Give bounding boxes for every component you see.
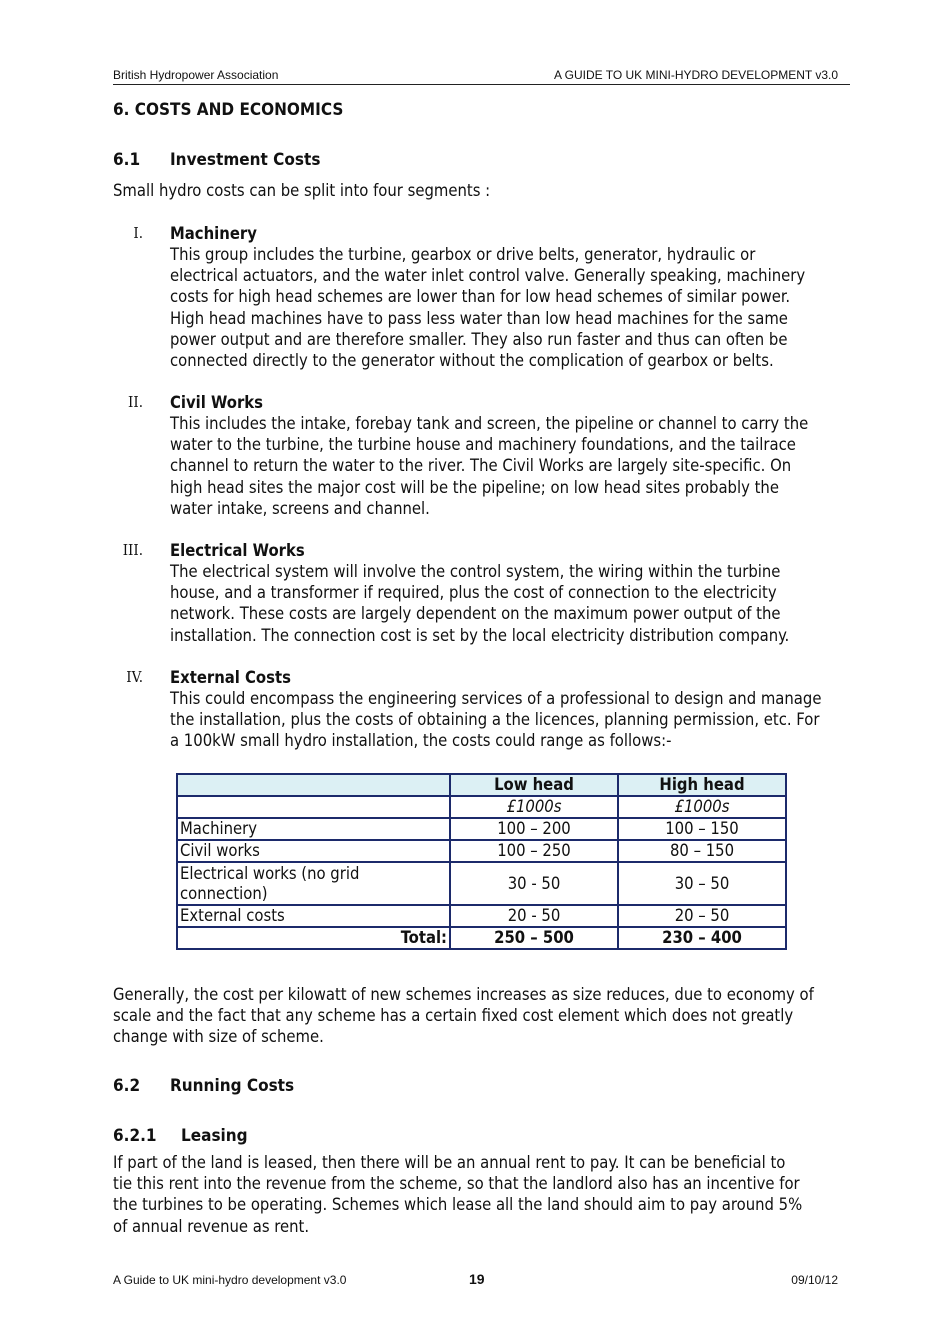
section-title: Running Costs — [170, 1076, 295, 1096]
text-line: of annual revenue as rent. — [113, 1216, 310, 1236]
table-row — [177, 862, 786, 905]
section-title: Leasing — [181, 1126, 248, 1146]
header-document-title: A GUIDE TO UK MINI-HYDRO DEVELOPMENT v3.0 — [553, 68, 838, 82]
text-line: Generally, the cost per kilowatt of new schemes increases as size reduces, due to economy of — [113, 985, 814, 1004]
table-cell: £1000s — [618, 796, 786, 818]
section-heading-6-2-1 — [113, 1126, 248, 1146]
roman-numeral: III. — [122, 541, 143, 559]
item-title: Machinery — [170, 224, 257, 243]
page-number: 19 — [469, 1271, 485, 1287]
table-row — [177, 818, 786, 840]
table-header-cell: Low head — [450, 774, 618, 796]
table-cell: 30 – 50 — [618, 862, 786, 905]
text-line: network. These costs are largely dependent on the maximum power output of the — [170, 604, 781, 624]
text-line: installation. The connection cost is set by the local electricity distribution company. — [170, 625, 790, 645]
text-line: power output and are therefore smaller. They also run faster and thus can often be — [170, 329, 788, 349]
table-row — [177, 905, 786, 927]
text-line: change with size of scheme. — [113, 1027, 324, 1047]
text-line: high head sites the major cost will be the pipeline; on low head sites probably the — [170, 477, 779, 497]
text-line: connected directly to the generator without the complication of gearbox or belts. — [170, 351, 774, 371]
text-line: costs for high head schemes are lower than for low head schemes of similar power. — [170, 287, 791, 307]
text-line: the turbines to be operating. Schemes which lease all the land should aim to pay around 5% — [113, 1195, 803, 1215]
text-line: a 100kW small hydro installation, the costs could range as follows:- — [170, 731, 672, 751]
table-cell: 100 – 250 — [450, 840, 618, 862]
table-cell: 100 – 150 — [618, 818, 786, 840]
item-body — [170, 561, 860, 646]
item-body — [170, 413, 860, 519]
table-cell: £1000s — [450, 796, 618, 818]
text-line: This group includes the turbine, gearbox or drive belts, generator, hydraulic or — [170, 245, 756, 264]
text-line: water intake, screens and channel. — [170, 498, 430, 518]
section-title: Investment Costs — [170, 150, 321, 170]
text-line: The electrical system will involve the control system, the wiring within the turbine — [170, 562, 781, 581]
text-line: house, and a transformer if required, plus the cost of connection to the electricity — [170, 583, 777, 603]
roman-numeral: II. — [128, 393, 143, 411]
intro-paragraph: Small hydro costs can be split into four segments : — [113, 181, 491, 200]
table-header-cell: High head — [618, 774, 786, 796]
table-cell: 30 - 50 — [450, 862, 618, 905]
table-cell: External costs — [177, 905, 450, 927]
table-units-row — [177, 796, 786, 818]
text-line: tie this rent into the revenue from the scheme, so that the landlord also has an incentive for — [113, 1174, 800, 1194]
page-header — [113, 67, 850, 85]
leasing-paragraph — [113, 1152, 853, 1237]
table-cell: Electrical works (no grid connection) — [177, 862, 450, 905]
section-heading-6-2 — [113, 1076, 294, 1096]
table-cell: 20 - 50 — [450, 905, 618, 927]
cost-table — [176, 773, 787, 950]
section-heading-6-1 — [113, 150, 320, 170]
table-cell: 230 – 400 — [618, 927, 786, 949]
item-body — [170, 688, 860, 752]
table-cell — [177, 796, 450, 818]
footer-document-title: A Guide to UK mini-hydro development v3.0 — [113, 1273, 347, 1287]
roman-numeral: I. — [133, 224, 143, 242]
table-header-cell — [177, 774, 450, 796]
header-organization: British Hydropower Association — [113, 68, 279, 82]
chapter-title: 6. COSTS AND ECONOMICS — [113, 100, 344, 120]
table-total-row — [177, 927, 786, 949]
table-row — [177, 840, 786, 862]
cost-per-kw-paragraph — [113, 984, 853, 1048]
text-line: If part of the land is leased, then there will be an annual rent to pay. It can be beneficial to — [113, 1153, 786, 1172]
roman-numeral: IV. — [126, 668, 143, 686]
text-line: the installation, plus the costs of obtaining a the licences, planning permission, etc. For — [170, 710, 820, 730]
table-cell: Machinery — [177, 818, 450, 840]
table-cell: 20 – 50 — [618, 905, 786, 927]
text-line: High head machines have to pass less water than low head machines for the same — [170, 308, 788, 328]
section-number: 6.2.1 — [113, 1126, 157, 1146]
text-line: water to the turbine, the turbine house and machinery foundations, and the tailrace — [170, 435, 796, 455]
text-line: This could encompass the engineering services of a professional to design and manage — [170, 689, 822, 708]
section-number: 6.2 — [113, 1076, 141, 1096]
footer-date: 09/10/12 — [791, 1273, 838, 1287]
table-cell: 100 – 200 — [450, 818, 618, 840]
item-body — [170, 244, 860, 371]
table-cell: 80 – 150 — [618, 840, 786, 862]
item-title: External Costs — [170, 668, 291, 687]
item-title: Electrical Works — [170, 541, 305, 560]
text-line: channel to return the water to the river. The Civil Works are largely site-specific. On — [170, 456, 792, 476]
text-line: This includes the intake, forebay tank and screen, the pipeline or channel to carry the — [170, 414, 809, 433]
table-cell: Civil works — [177, 840, 450, 862]
table-cell: Total: — [177, 927, 450, 949]
text-line: scale and the fact that any scheme has a certain fixed cost element which does not greatly — [113, 1006, 794, 1026]
text-line: electrical actuators, and the water inlet control valve. Generally speaking, machinery — [170, 266, 806, 286]
item-title: Civil Works — [170, 393, 264, 412]
table-header-row — [177, 774, 786, 796]
section-number: 6.1 — [113, 150, 141, 170]
table-cell: 250 – 500 — [450, 927, 618, 949]
